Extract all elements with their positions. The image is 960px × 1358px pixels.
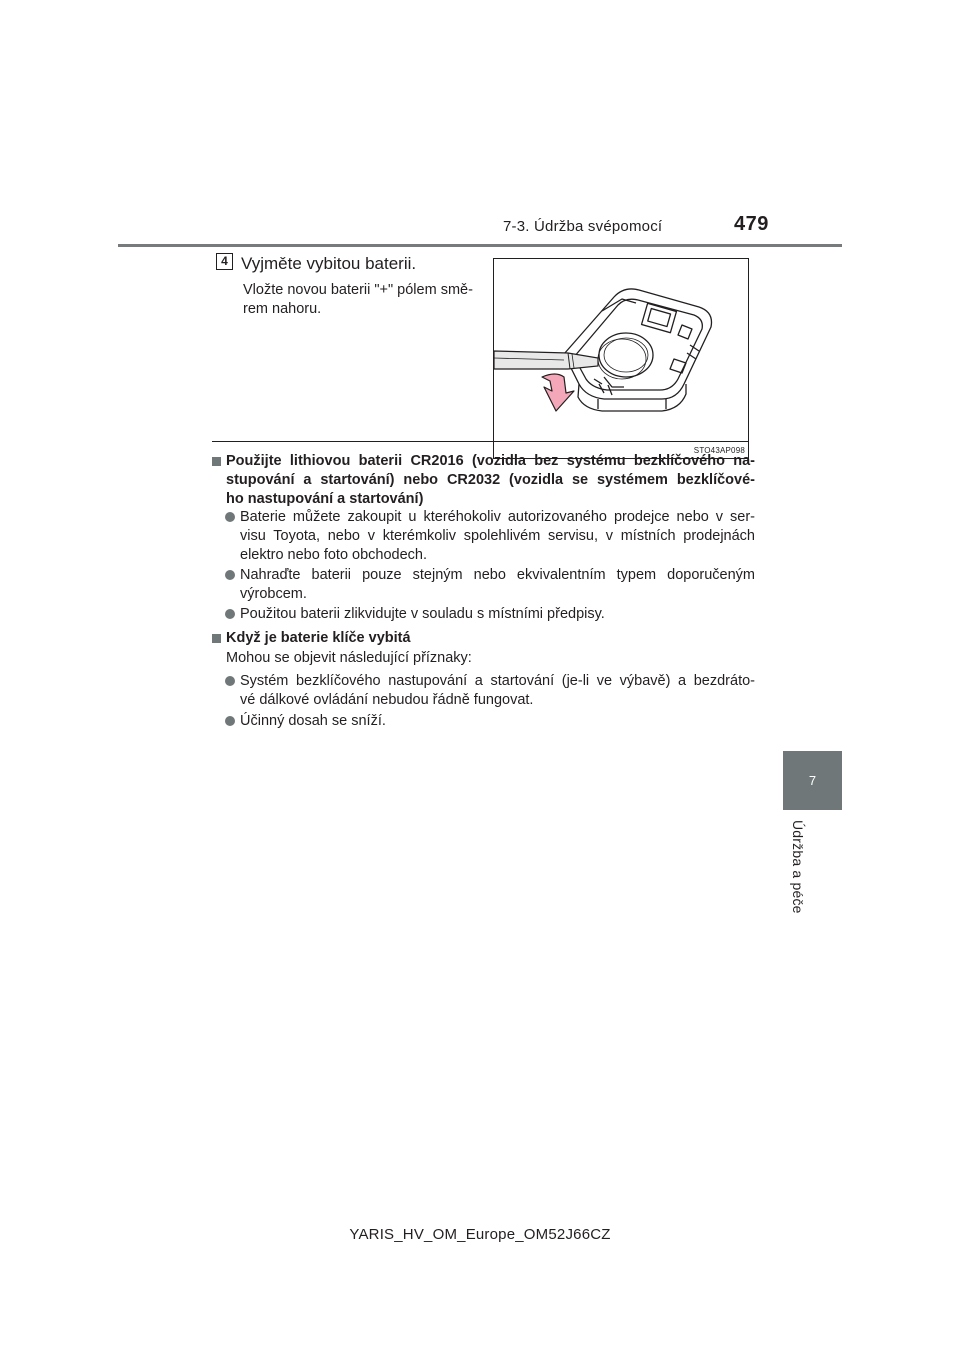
bullet-line: Nahraďte baterii pouze stejným nebo ekvivalentním typem doporučeným [240, 567, 755, 583]
bullet-line: Použitou baterii zlikvidujte v souladu s místními předpisy. [240, 606, 605, 622]
bullet-dot-icon [225, 609, 235, 619]
header-divider [118, 244, 842, 247]
bullet-line: elektro nebo foto obchodech. [240, 547, 428, 563]
list-item [225, 605, 755, 624]
bullet-dot-icon [225, 676, 235, 686]
square-bullet-icon [212, 457, 221, 466]
heading-line: Použijte lithiovou baterii CR2016 (vozidla bez systému bezklíčového na- [226, 453, 755, 469]
step-number-badge: 4 [216, 253, 233, 270]
list-item [225, 672, 755, 710]
bullet-dot-icon [225, 716, 235, 726]
section-intro: Mohou se objevit následující příznaky: [226, 650, 472, 666]
chapter-title: Údržba a péče [790, 820, 806, 914]
section-heading-battery-type [212, 452, 755, 509]
list-item [225, 712, 755, 731]
list-item [225, 566, 755, 604]
chapter-tab [783, 751, 842, 810]
step-note-line: rem nahoru. [243, 301, 322, 317]
step-note [243, 281, 488, 319]
section-divider [212, 441, 749, 442]
direction-arrow-icon [542, 374, 574, 411]
figure-code: STO43AP098 [693, 446, 745, 455]
bullet-line: výrobcem. [240, 586, 307, 602]
bullet-line: Systém bezklíčového nastupování a startování (je-li ve výbavě) a bezdráto- [240, 673, 755, 689]
bullet-line: visu Toyota, nebo v kterémkoliv spolehlivém servisu, v místních prodejnách [240, 528, 755, 544]
document-footer: YARIS_HV_OM_Europe_OM52J66CZ [349, 1226, 611, 1243]
heading-line: ho nastupování a startování) [226, 491, 424, 507]
square-bullet-icon [212, 634, 221, 643]
key-battery-illustration [493, 258, 749, 459]
bullet-line: Baterie můžete zakoupit u kteréhokoliv autorizovaného prodejce nebo v ser- [240, 509, 755, 525]
bullet-dot-icon [225, 512, 235, 522]
bullet-line: Účinný dosah se sníží. [240, 713, 386, 729]
chapter-number: 7 [808, 773, 817, 788]
section-heading-low-battery [212, 629, 755, 648]
key-fob-drawing [494, 259, 748, 458]
step-note-line: Vložte novou baterii "+" pólem smě- [243, 282, 473, 298]
bullet-dot-icon [225, 570, 235, 580]
step-title: Vyjměte vybitou baterii. [241, 254, 417, 273]
heading-line: Když je baterie klíče vybitá [226, 630, 411, 646]
bullet-line: vé dálkové ovládání nebudou řádně fungovat. [240, 692, 534, 708]
page-number: 479 [734, 213, 769, 235]
list-item [225, 508, 755, 565]
section-title: 7-3. Údržba svépomocí [503, 218, 663, 235]
heading-line: stupování a startování) nebo CR2032 (vozidla se systémem bezklíčové- [226, 472, 755, 488]
